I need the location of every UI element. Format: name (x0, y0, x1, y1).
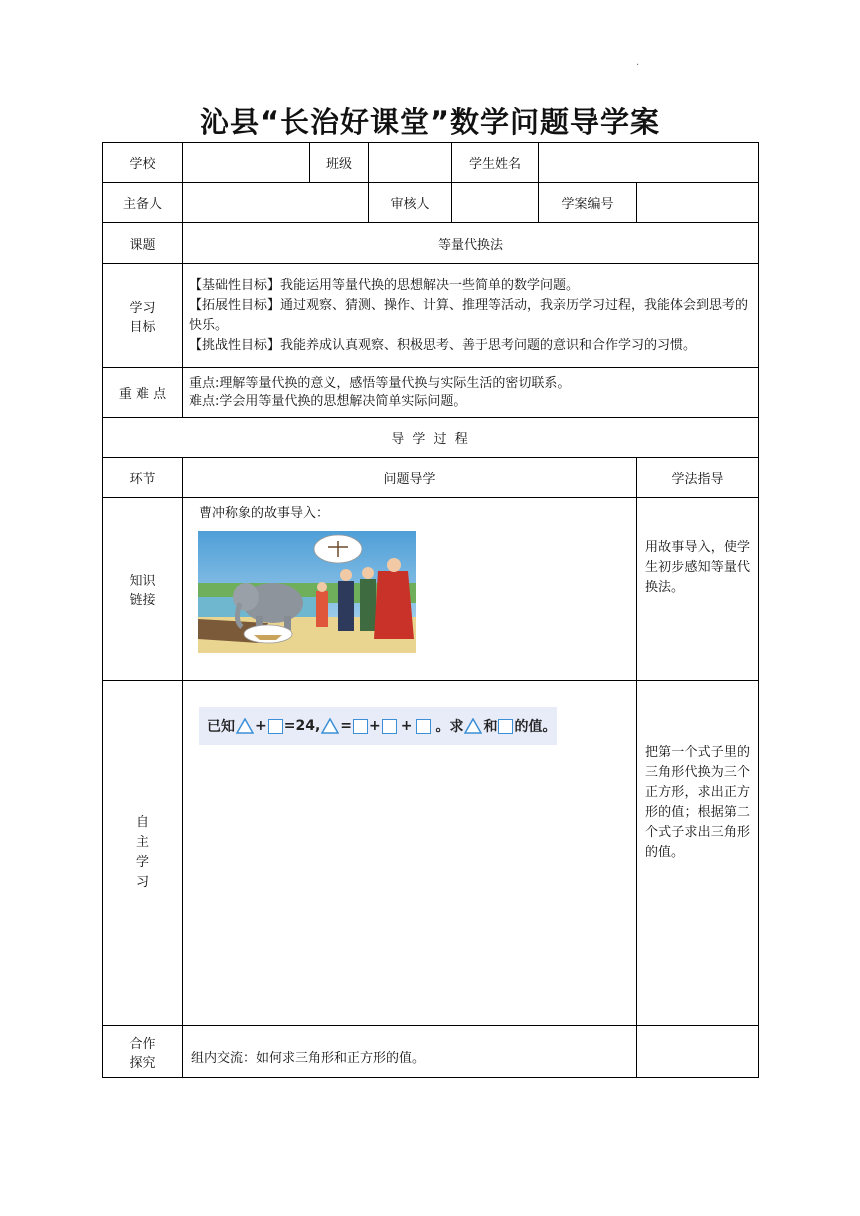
guide-header: 学法指导 (637, 458, 759, 498)
eq-plus-3: + (400, 718, 413, 734)
topic-value: 等量代换法 (183, 223, 759, 264)
knowledge-label-line1: 知识 (129, 574, 156, 589)
self-study-char-4: 习 (135, 875, 149, 890)
goals-content (183, 264, 759, 368)
cooperation-guide (637, 1026, 759, 1078)
student-name-field[interactable] (539, 143, 759, 183)
class-field[interactable] (369, 143, 452, 183)
cooperation-label-line1: 合作 (129, 1036, 156, 1052)
eq-plus-2: + (369, 718, 381, 734)
key-point: 重点:理解等量代换的意义，感悟等量代换与实际生活的密切联系。 (189, 375, 571, 391)
eq-tail: 的值。 (514, 719, 557, 735)
plan-number-field[interactable] (637, 183, 759, 223)
class-label: 班级 (310, 143, 369, 183)
knowledge-label-line2: 链接 (129, 593, 156, 608)
equation-banner (199, 707, 557, 745)
preparer-field[interactable] (183, 183, 369, 223)
self-study-char-1: 自 (135, 815, 149, 830)
eq-equals: = (340, 718, 352, 734)
self-study-char-3: 学 (135, 855, 149, 870)
goal-extended: 【拓展性目标】通过观察、猜测、操作、计算、推理等活动，我亲历学习过程，我能体会到思考的快乐。 (189, 297, 749, 333)
eq-prefix: 已知 (207, 719, 235, 735)
school-field[interactable] (183, 143, 310, 183)
knowledge-label (103, 498, 183, 681)
square-icon (268, 719, 283, 734)
goals-label-line2: 目标 (129, 319, 156, 335)
knowledge-content (183, 498, 637, 681)
self-study-content (183, 681, 637, 1026)
reviewer-field[interactable] (452, 183, 539, 223)
triangle-icon (321, 718, 339, 734)
eq-equals-24: =24, (283, 718, 321, 734)
process-title: 导 学 过 程 (103, 418, 759, 458)
square-icon (353, 719, 368, 734)
triangle-icon (464, 718, 482, 734)
plan-number-label: 学案编号 (539, 183, 637, 223)
questions-header: 问题导学 (183, 458, 637, 498)
story-intro: 曹冲称象的故事导入： (199, 506, 330, 521)
eq-end: 。求 (435, 719, 464, 735)
key-points-content (183, 368, 759, 418)
page-mark: · (636, 60, 640, 71)
cooperation-content: 组内交流：如何求三角形和正方形的值。 (183, 1026, 637, 1078)
triangle-icon (236, 718, 254, 734)
page-title: 沁县“长治好课堂”数学问题导学案 (199, 105, 661, 139)
key-points-label: 重 难 点 (103, 368, 183, 418)
cao-chong-elephant-illustration (198, 531, 416, 653)
eq-and: 和 (483, 719, 498, 735)
goal-basic: 【基础性目标】我能运用等量代换的思想解决一些简单的数学问题。 (189, 277, 580, 293)
eq-plus-1: + (255, 718, 267, 734)
square-icon (498, 719, 513, 734)
stage-header: 环节 (103, 458, 183, 498)
square-icon (416, 719, 431, 734)
goals-label (103, 264, 183, 368)
square-icon (382, 719, 397, 734)
goal-challenge: 【挑战性目标】我能养成认真观察、积极思考、善于思考问题的意识和合作学习的习惯。 (189, 337, 697, 353)
cooperation-label (103, 1026, 183, 1078)
goals-label-line1: 学习 (129, 300, 156, 316)
study-plan-table (102, 142, 759, 1078)
self-study-guide: 把第一个式子里的三角形代换为三个正方形，求出正方形的值；根据第二个式子求出三角形的值。 (637, 681, 759, 1026)
school-label: 学校 (103, 143, 183, 183)
cooperation-label-line2: 探究 (129, 1055, 156, 1071)
self-study-label (103, 681, 183, 1026)
knowledge-guide: 用故事导入，使学生初步感知等量代换法。 (637, 498, 759, 681)
self-study-char-2: 主 (135, 835, 149, 850)
topic-label: 课题 (103, 223, 183, 264)
student-name-label: 学生姓名 (452, 143, 539, 183)
preparer-label: 主备人 (103, 183, 183, 223)
reviewer-label: 审核人 (369, 183, 452, 223)
difficult-point: 难点:学会用等量代换的思想解决简单实际问题。 (189, 393, 467, 409)
